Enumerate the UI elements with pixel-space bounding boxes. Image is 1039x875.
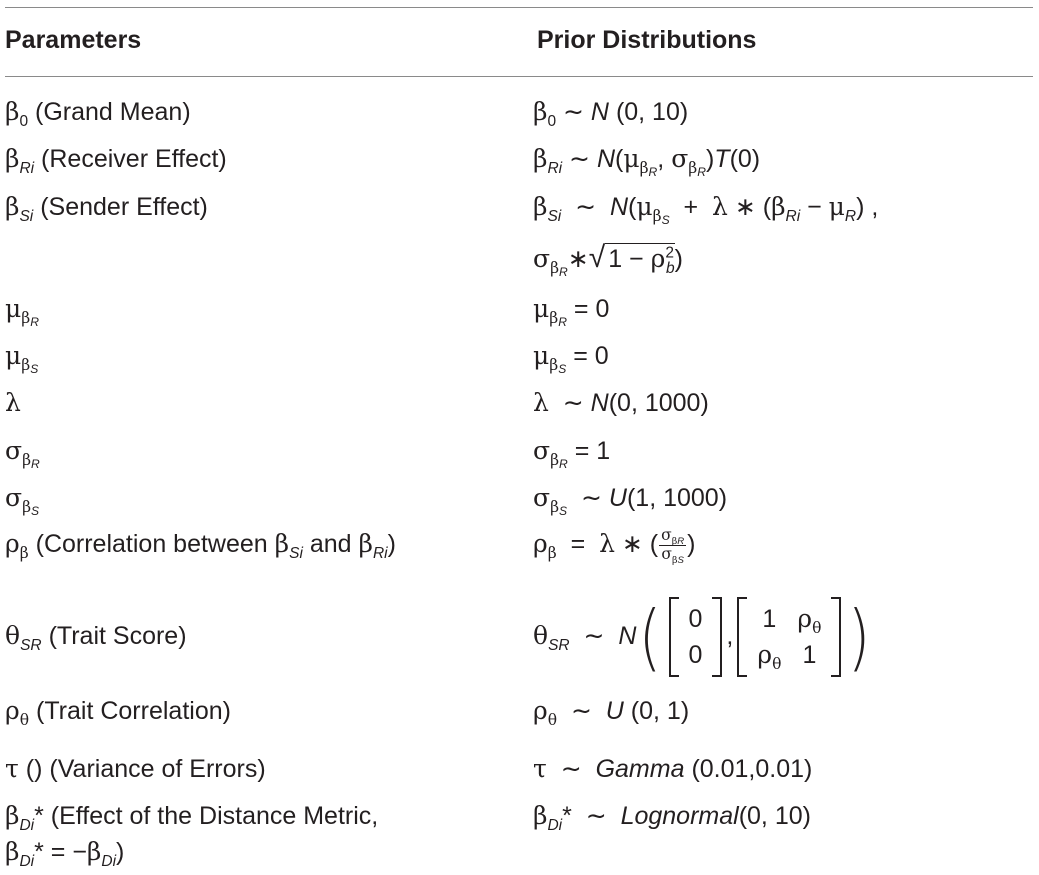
prior-beta-si-line1: $\beta_{Si}$ ∼ $N(\mu_{\beta S} + \lambda$ ∗ $(\beta_{Ri} - \mu_R)$ , [533, 192, 879, 228]
prior-beta-ri: $\beta_{Ri}$ ∼ $N(\mu_{\beta R}$, $\sigma_{\beta R})T(0)$ [533, 144, 761, 180]
prior-theta-sr: $\theta_{SR}$ ∼ N( 0 0 , 1 $\rho_\theta$ $\rho_\theta$ 1 ) [533, 595, 871, 680]
param-tau: τ () (Variance of Errors) [5, 754, 266, 783]
param-rho-theta: $\rho_\theta$ (Trait Correlation) [5, 696, 231, 729]
prior-tau: τ ∼ Gamma (0.01,0.01) [533, 754, 813, 783]
header-parameters: Parameters [5, 26, 142, 54]
prior-mu-beta-r: $\mu_{\beta R} = 0$ [533, 294, 610, 330]
param-beta-ri: $\beta_{Ri}$ (Receiver Effect) [5, 144, 227, 177]
covariance-matrix: 1 $\rho_\theta$ $\rho_\theta$ 1 [737, 597, 841, 677]
top-rule [5, 7, 1033, 8]
param-mu-beta-s: $\mu_{\beta S}$ [5, 341, 39, 377]
prior-beta-si-line2: $\sigma_{\beta R}∗√$ $1 - \rho^2_b$) [533, 241, 683, 280]
mean-vector: 0 0 [669, 597, 723, 677]
prior-mu-beta-s: $\mu_{\beta S} = 0$ [533, 341, 609, 377]
param-beta-di-line1: $\beta_{Di}*$ (Effect of the Distance Metric, [5, 801, 379, 834]
param-sigma-beta-r: $\sigma_{\beta R}$ [5, 436, 40, 472]
param-rho-beta: $\rho_\beta$ (Correlation between $\beta_{Si}$ and $\beta_{Ri}$) [5, 529, 396, 562]
prior-beta-di: $\beta_{Di}*$ ∼ Lognormal(0, 10) [533, 801, 811, 834]
prior-sigma-beta-s: $\sigma_{\beta S}$ ∼ U(1, 1000) [533, 483, 728, 519]
sigma-ratio-fraction: $\frac{\sigma_{\beta R}}{\sigma_{\beta S}}$ [661, 526, 685, 566]
param-sigma-beta-s: $\sigma_{\beta S}$ [5, 483, 40, 519]
param-beta-di-line2: $\beta_{Di}* = -\beta_{Di}$) [5, 837, 125, 870]
param-beta0: $\beta_0$ (Grand Mean) [5, 97, 191, 130]
param-mu-beta-r: $\mu_{\beta R}$ [5, 294, 39, 330]
header-prior-distributions: Prior Distributions [537, 26, 757, 54]
prior-rho-beta: $\rho_\beta = \lambda$ ∗ ( $\frac{\sigma_{\beta R}}{\sigma_{\beta S}}$ ) [533, 526, 696, 566]
param-lambda: λ [5, 388, 21, 417]
prior-sigma-beta-r: $\sigma_{\beta R} = 1$ [533, 436, 611, 472]
prior-beta0: $\beta_0$ ∼ N (0, 10) [533, 97, 689, 130]
param-theta-sr: $\theta_{SR}$ (Trait Score) [5, 621, 187, 654]
param-beta-si: $\beta_{Si}$ (Sender Effect) [5, 192, 208, 225]
header-rule [5, 76, 1033, 77]
prior-lambda: λ ∼ N(0, 1000) [533, 388, 709, 417]
prior-rho-theta: $\rho_\theta$ ∼ U (0, 1) [533, 696, 690, 729]
